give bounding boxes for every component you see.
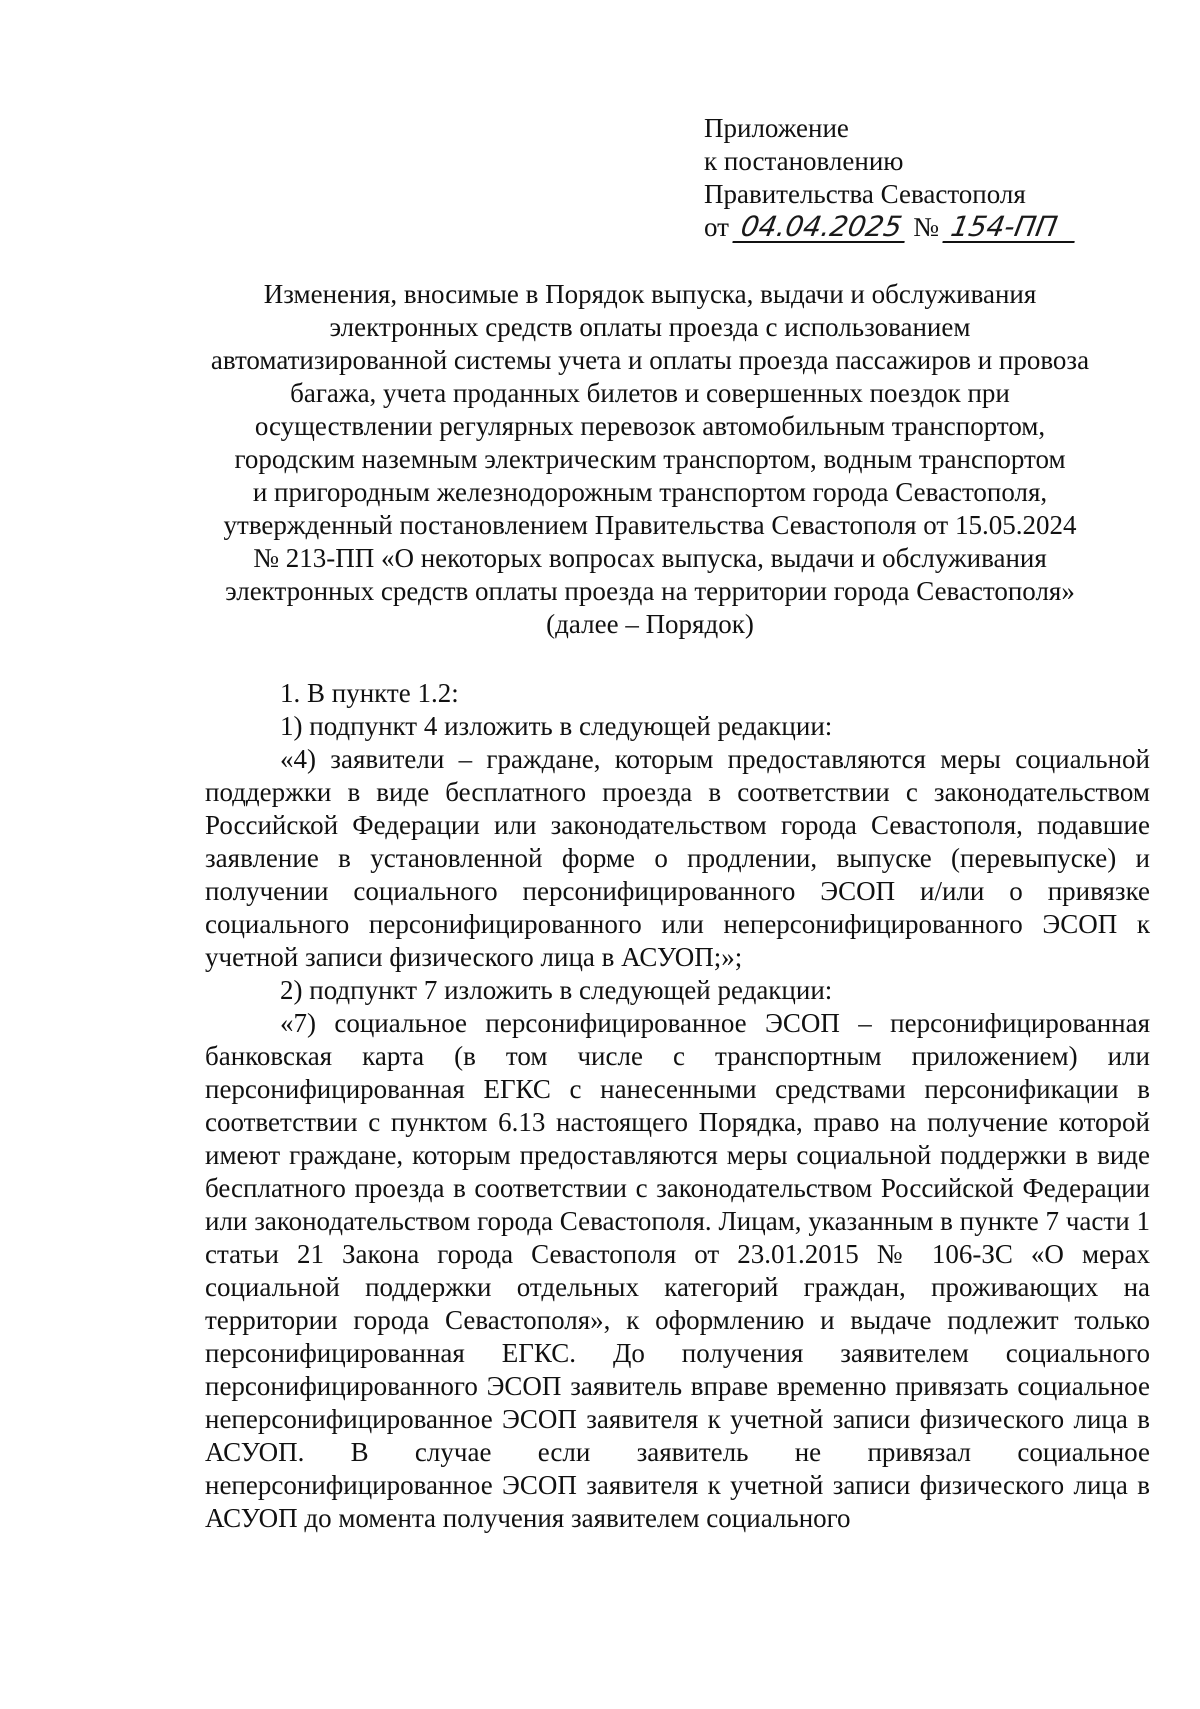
- quote-subitem-7: «7) социальное персонифицированное ЭСОП – персонифицированная банковская карта (в том числе с транспортным приложением) или персонифицированная ЕГКС с нанесенными средствами персонификации в соответствии с пунктом 6.13 настоящего Порядка, право на получение которой имеют граждане, которым предоставляются меры социальной поддержки в виде бесплатного проезда в соответствии с законодательством Российской Федерации или законодательством города Севастополя. Лицам, указанным в пункте 7 части 1 статьи 21 Закона города Севастополя от 23.01.2015 № 106-ЗС «О мерах социальной поддержки отдельных категорий граждан, проживающих на территории города Севастополя», к оформлению и выдаче подлежит только персонифицированная ЕГКС. До получения заявителем социального персонифицированного ЭСОП заявитель вправе временно привязать социальное неперсонифицированное ЭСОП заявителя к учетной записи физического лица в АСУОП. В случае если заявитель не привязал социальное неперсонифицированное ЭСОП заявителя к учетной записи физического лица в АСУОП до момента получения заявителем социального: [205, 1008, 1150, 1533]
- appendix-header: [704, 112, 1124, 244]
- title-line: (далее – Порядок): [546, 609, 754, 639]
- title-line: № 213-ПП «О некоторых вопросах выпуска, выдачи и обслуживания: [253, 543, 1047, 573]
- title-line: утвержденный постановлением Правительства Севастополя от 15.05.2024: [223, 510, 1077, 540]
- title-line: и пригородным железнодорожным транспортом города Севастополя,: [252, 477, 1048, 507]
- appendix-resolution-ref: к постановлению: [704, 146, 904, 176]
- handwritten-number: 154-ПП: [942, 213, 1079, 243]
- title-line: электронных средств оплаты проезда с использованием: [329, 312, 971, 342]
- title-line: багажа, учета проданных билетов и совершенных поездок при: [290, 378, 1010, 408]
- title-line: осуществлении регулярных перевозок автомобильным транспортом,: [254, 411, 1046, 441]
- title-line: автоматизированной системы учета и оплаты проезда пассажиров и провоза: [210, 345, 1090, 375]
- title-line: Изменения, вносимые в Порядок выпуска, выдачи и обслуживания: [263, 279, 1037, 309]
- appendix-government: Правительства Севастополя: [704, 179, 1026, 209]
- date-prefix: от: [704, 212, 729, 242]
- appendix-label: Приложение: [704, 113, 849, 143]
- title-line: городским наземным электрическим транспортом, водным транспортом: [234, 444, 1066, 474]
- appendix-date-number-row: [704, 211, 1124, 244]
- item-1-heading: 1. В пункте 1.2:: [280, 678, 459, 708]
- number-prefix: №: [913, 212, 940, 242]
- document-body: [205, 677, 1150, 1535]
- title-line: электронных средств оплаты проезда на территории города Севастополя»: [225, 576, 1075, 606]
- subitem-2-heading: 2) подпункт 7 изложить в следующей редакции:: [280, 975, 833, 1005]
- subitem-1-heading: 1) подпункт 4 изложить в следующей редакции:: [280, 711, 833, 741]
- document-title: [200, 278, 1100, 641]
- quote-subitem-4: «4) заявители – граждане, которым предоставляются меры социальной поддержки в виде бесплатного проезда в соответствии с законодательством Российской Федерации или законодательством города Севастополя, подавшие заявление в установленной форме о продлении, выпуске (перевыпуске) и получении социального персонифицированного ЭСОП и/или о привязке социального персонифицированного или неперсонифицированного ЭСОП к учетной записи физического лица в АСУОП;»;: [205, 744, 1150, 972]
- handwritten-date: 04.04.2025: [732, 213, 910, 243]
